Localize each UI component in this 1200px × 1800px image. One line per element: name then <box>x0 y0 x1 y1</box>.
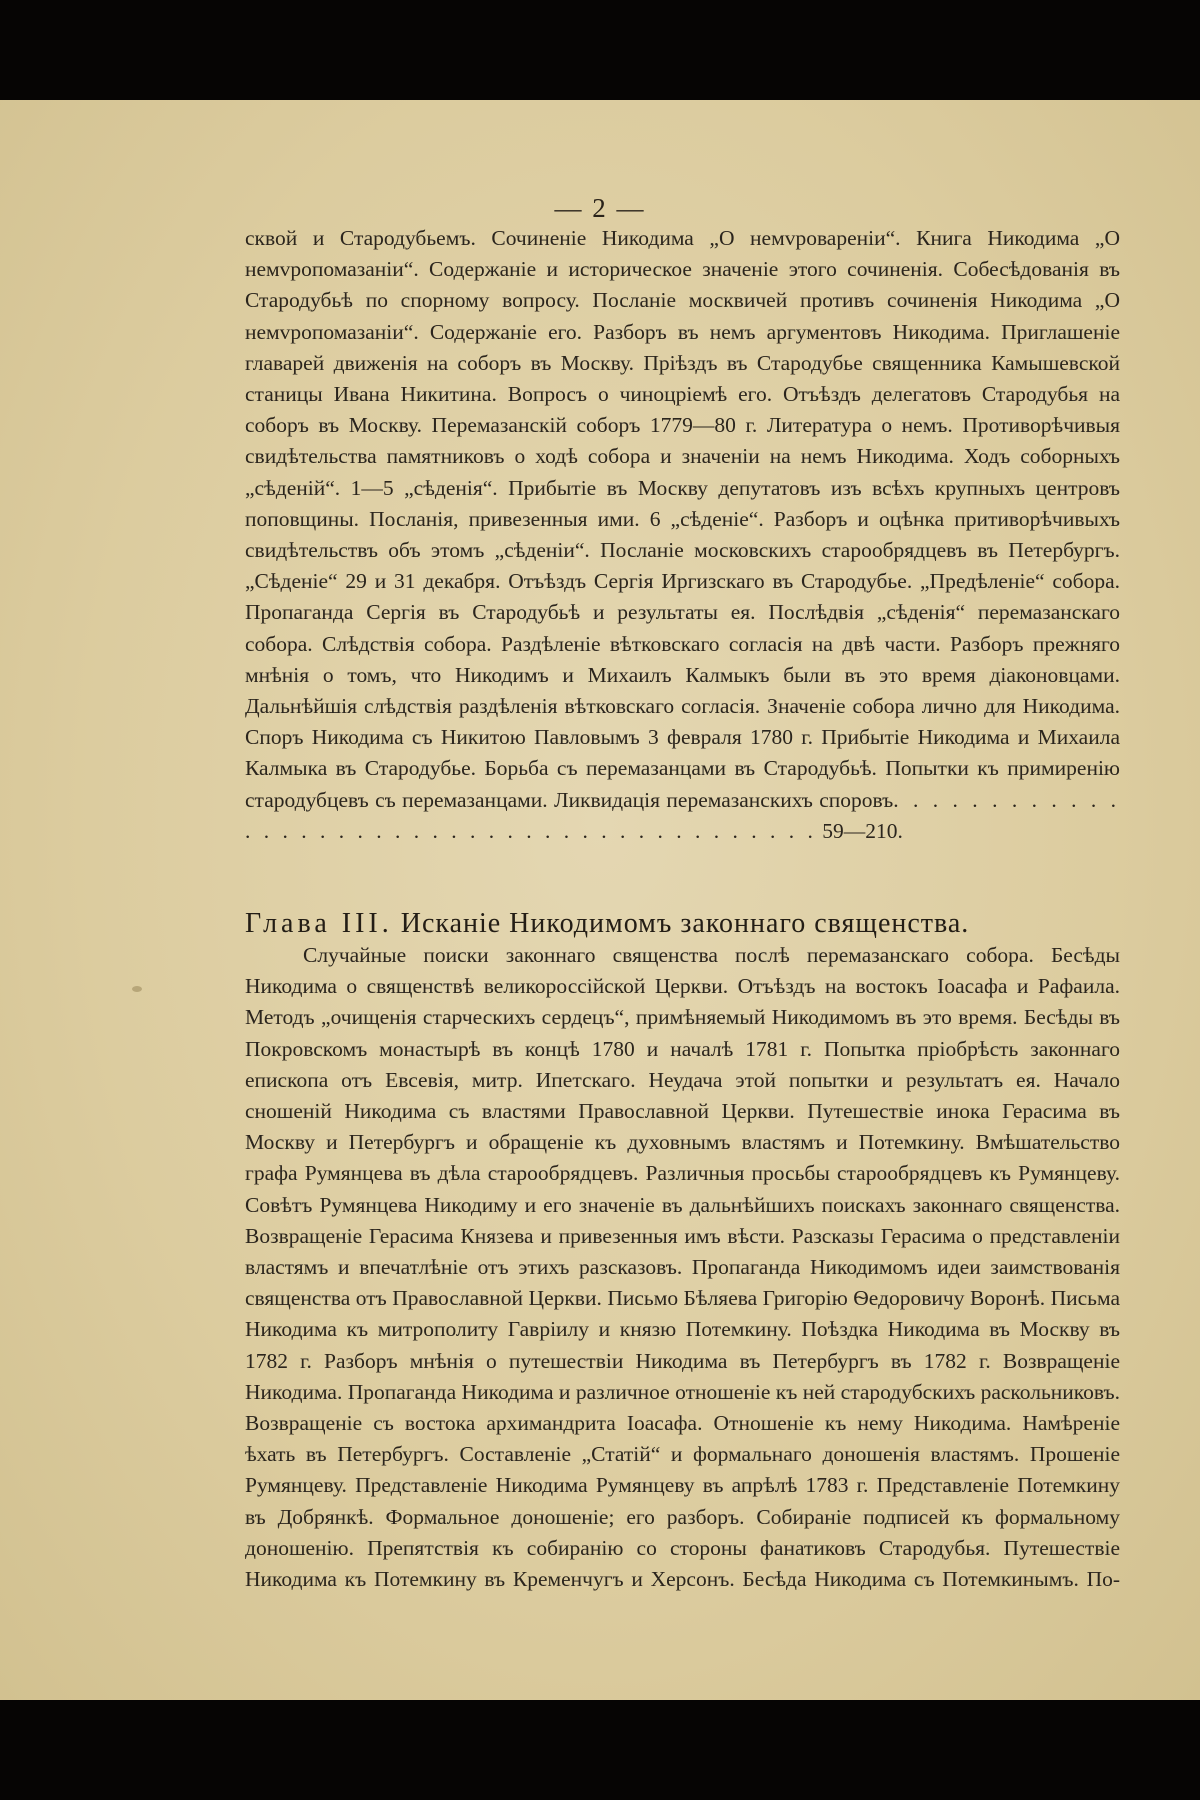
chapter-paragraph: Случайные поиски законнаго священства послѣ перемазанскаго собора. Бесѣды Никодима о священствѣ великороссійской Церкви. Отъѣздъ на востокъ Іоасафа и Рафаила. Методъ „очищенія старческихъ сердецъ“, примѣняемый Никодимомъ въ это время. Бесѣды въ Покровскомъ монастырѣ въ концѣ 1780 и началѣ 1781 г. Попытка пріобрѣсть законнаго епископа отъ Евсевія, митр. Ипетскаго. Неудача этой попытки и результатъ ея. Начало сношеній Никодима съ властями Православной Церкви. Путешествіе инока Герасима въ Москву и Петербургъ и обращеніе къ духовнымъ властямъ и Потемкину. Вмѣшательство графа Румянцева въ дѣла старообрядцевъ. Различныя просьбы старообрядцевъ къ Румянцеву. Совѣтъ Румянцева Никодиму и его значеніе въ дальнѣйшихъ поискахъ законнаго священства. Возвращеніе Герасима Князева и привезенныя имъ вѣсти. Разсказы Герасима о представленіи властямъ и впечатлѣніе отъ этихъ разсказовъ. Пропаганда Никодимомъ идеи заимствованія священства отъ Православной Церкви. Письмо Бѣляева Григорію Ѳедоровичу Воронѣ. Письма Никодима къ митрополиту Гавріилу и князю Потемкину. Поѣздка Никодима въ Москву въ 1782 г. Разборъ мнѣнія о путешествіи Никодима въ Петербургъ въ 1782 г. Возвращеніе Никодима. Пропаганда Никодима и различное отношеніе къ ней стародубскихъ раскольниковъ. Возвращеніе съ востока архимандрита Іоасафа. Отношеніе къ нему Никодима. Намѣреніе ѣхать въ Петербургъ. Составленіе „Статій“ и формальнаго доношенія властямъ. Прошеніе Румянцеву. Представленіе Никодима Румянцеву въ апрѣлѣ 1783 г. Представленіе Потемкину въ Добрянкѣ. Формальное доношеніе; его разборъ. Собираніе подписей къ формальному доношенію. Препятствія къ собиранію со стороны фанатиковъ Стародубья. Путешествіе Никодима къ Потемкину въ Кременчугъ и Херсонъ. Бесѣда Никодима съ Потемкинымъ. По- <box>245 943 1120 1592</box>
continued-paragraph-text: сквой и Стародубьемъ. Сочиненіе Никодима „О немvровареніи“. Книга Никодима „О немvропомазаніи“. Содержаніе и историческое значеніе этого сочиненія. Собесѣдованія въ Стародубьѣ по спорному вопросу. Посланіе москвичей противъ сочиненія Никодима „О немvропомазаніи“. Содержаніе его. Разборъ въ немъ аргументовъ Никодима. Приглашеніе главарей движенія на соборъ въ Москву. Пріѣздъ въ Стародубье священника Камышевской станицы Ивана Никитина. Вопросъ о чиноцріемѣ его. Отъѣздъ делегатовъ Стародубья на соборъ въ Москву. Перемазанскій соборъ 1779—80 г. Литература о немъ. Противорѣчивыя свидѣтельства памятниковъ о ходѣ собора и значеніи на немъ Никодима. Ходъ соборныхъ „сѣденій“. 1—5 „сѣденія“. Прибытіе въ Москву депутатовъ изъ всѣхъ крупныхъ центровъ поповщины. Посланія, привезенныя ими. 6 „сѣденіе“. Разборъ и оцѣнка притиворѣчивыхъ свидѣтельствъ объ этомъ „сѣденіи“. Посланіе московскихъ старообрядцевъ въ Петербургъ. „Сѣденіе“ 29 и 31 декабря. Отъѣздъ Сергія Иргизскаго въ Стародубье. „Предѣленіе“ собора. Пропаганда Сергія въ Стародубьѣ и результаты ея. Послѣдвія „сѣденія“ перемазанскаго собора. Слѣдствія собора. Раздѣленіе вѣтковскаго согласія на двѣ части. Разборъ прежняго мнѣнія о томъ, что Никодимъ и Михаилъ Калмыкъ были въ это время діаконовцами. Дальнѣйшія слѣдствія раздѣленія вѣтковскаго согласія. Значеніе собора лично для Никодима. Споръ Никодима съ Никитою Павловымъ 3 февраля 1780 г. Прибытіе Никодима и Михаила Калмыка въ Стародубье. Борьба съ перемазанцами въ Стародубьѣ. Попытки къ примиренію стародубцевъ съ перемазанцами. Ликвидація перемазанскихъ споровъ <box>245 226 1120 812</box>
paper-speck <box>132 986 142 992</box>
book-page <box>0 100 1200 1700</box>
continued-paragraph <box>245 223 1120 847</box>
chapter-heading <box>245 908 1120 940</box>
toc-leader-dots: . . . . . . . . . . . . . . . . . . . . . . . . . . . . . . . . . . . . . . . . . . . <box>245 787 1120 843</box>
page-number: — 2 — <box>554 193 646 223</box>
chapter-title: Исканіе Никодимомъ законнаго священства. <box>400 908 970 939</box>
chapter-contents-block <box>245 940 1120 1595</box>
chapter-label: Глава III. <box>245 908 393 939</box>
toc-page-range: 59—210. <box>822 818 903 843</box>
continued-contents-block <box>245 223 1120 847</box>
